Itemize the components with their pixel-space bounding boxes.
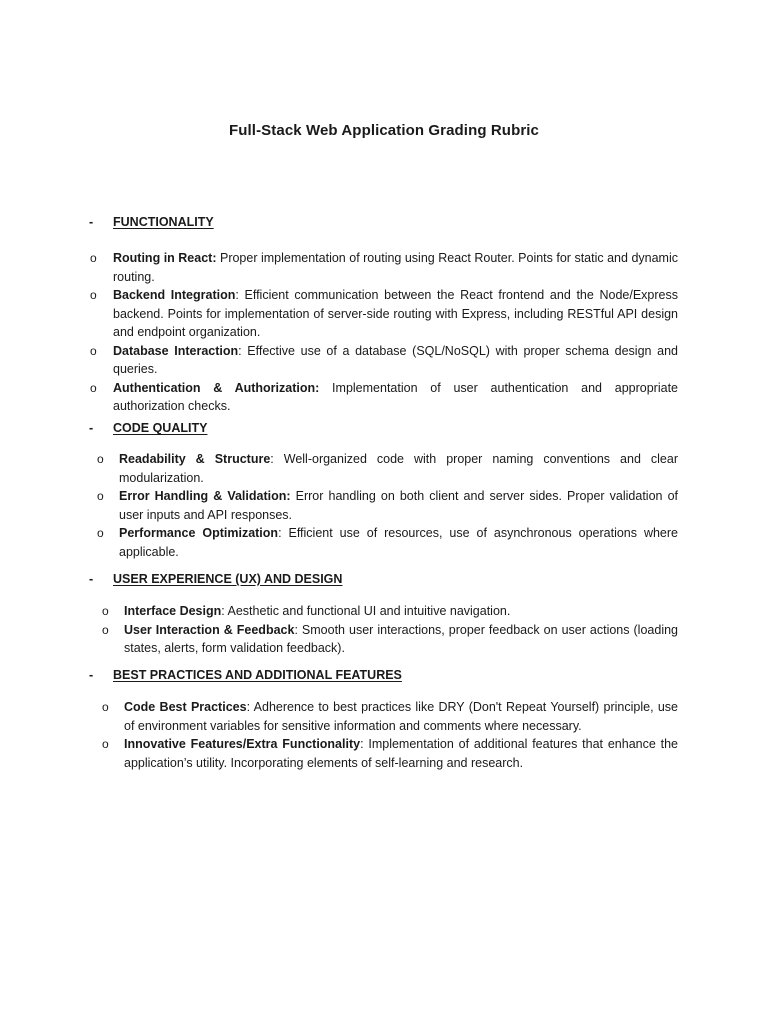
list-item (97, 487, 679, 524)
dash-marker: - (89, 421, 94, 435)
list-item (97, 450, 678, 487)
item-text: Proper implementation of routing using React Router. Points for static and dynamic routing. (113, 251, 678, 284)
circle-bullet-icon: o (97, 452, 104, 466)
item-term: Performance Optimization (119, 526, 279, 540)
list-item (102, 698, 679, 735)
item-text: : Implementation of additional features that enhance the application’s utility. Incorporating elements of self-learning and research. (124, 737, 678, 770)
item-term: Innovative Features/Extra Functionality (124, 737, 361, 751)
list-item (90, 286, 678, 342)
list-item (97, 524, 678, 561)
dash-marker: - (89, 572, 94, 586)
item-term: Authentication & Authorization: (113, 380, 320, 395)
circle-bullet-icon: o (90, 288, 97, 302)
item-term: Readability & Structure (119, 452, 271, 466)
section-functionality (0, 215, 768, 416)
item-text: : Effective use of a database (SQL/NoSQL) with proper schema design and queries. (113, 343, 678, 376)
section-ux-design (0, 572, 768, 658)
circle-bullet-icon: o (102, 622, 109, 637)
circle-bullet-icon: o (90, 343, 97, 358)
circle-bullet-icon: o (102, 700, 109, 714)
circle-bullet-icon: o (97, 526, 104, 540)
item-text: : Efficient use of resources, use of asynchronous operations where applicable. (119, 526, 678, 559)
item-term: Interface Design (124, 604, 222, 618)
list-item (90, 249, 678, 286)
list-item (102, 602, 678, 621)
section-heading-label: USER EXPERIENCE (UX) AND DESIGN (113, 572, 343, 586)
rubric-list (0, 602, 768, 658)
item-term: Code Best Practices (124, 700, 247, 714)
rubric-list (0, 249, 768, 416)
rubric-list (0, 450, 768, 561)
item-text: : Adherence to best practices like DRY (Don't Repeat Yourself) principle, use of environment variables for sensitive information and comments where necessary. (124, 700, 679, 733)
section-code-quality (0, 421, 768, 561)
section-heading-label: BEST PRACTICES AND ADDITIONAL FEATURES (113, 668, 402, 682)
item-term: Error Handling & Validation: (119, 489, 291, 503)
section-best-practices (0, 668, 768, 772)
list-item (102, 621, 678, 658)
section-heading-label: CODE QUALITY (113, 421, 208, 435)
list-item (90, 342, 678, 379)
item-text: Error handling on both client and server sides. Proper validation of user inputs and API responses. (119, 489, 679, 522)
rubric-list (0, 698, 768, 772)
item-term: User Interaction & Feedback (124, 622, 295, 637)
dash-marker: - (89, 215, 94, 229)
item-text: Implementation of user authentication and appropriate authorization checks. (113, 380, 678, 413)
circle-bullet-icon: o (102, 737, 109, 751)
list-item (102, 735, 678, 772)
section-heading (0, 572, 768, 592)
item-text: : Well-organized code with proper naming conventions and clear modularization. (119, 452, 678, 485)
circle-bullet-icon: o (90, 251, 97, 265)
list-item (90, 379, 678, 416)
item-text: : Aesthetic and functional UI and intuitive navigation. (221, 604, 511, 618)
circle-bullet-icon: o (102, 604, 109, 618)
section-heading (0, 668, 768, 688)
item-term: Backend Integration (113, 288, 236, 302)
section-heading-label: FUNCTIONALITY (113, 215, 214, 229)
item-term: Routing in React: (113, 251, 217, 265)
section-heading (0, 421, 768, 441)
circle-bullet-icon: o (90, 380, 97, 395)
circle-bullet-icon: o (97, 489, 104, 503)
dash-marker: - (89, 668, 94, 682)
section-heading (0, 215, 768, 235)
item-text: : Efficient communication between the React frontend and the Node/Express backend. Points for implementation of server-side routing with Express, including RESTful API design and endpoint organization. (113, 288, 678, 339)
document-title: Full-Stack Web Application Grading Rubric (229, 122, 539, 139)
item-term: Database Interaction (113, 343, 239, 358)
item-text: : Smooth user interactions, proper feedback on user actions (loading states, alerts, form validation feedback). (124, 622, 678, 655)
